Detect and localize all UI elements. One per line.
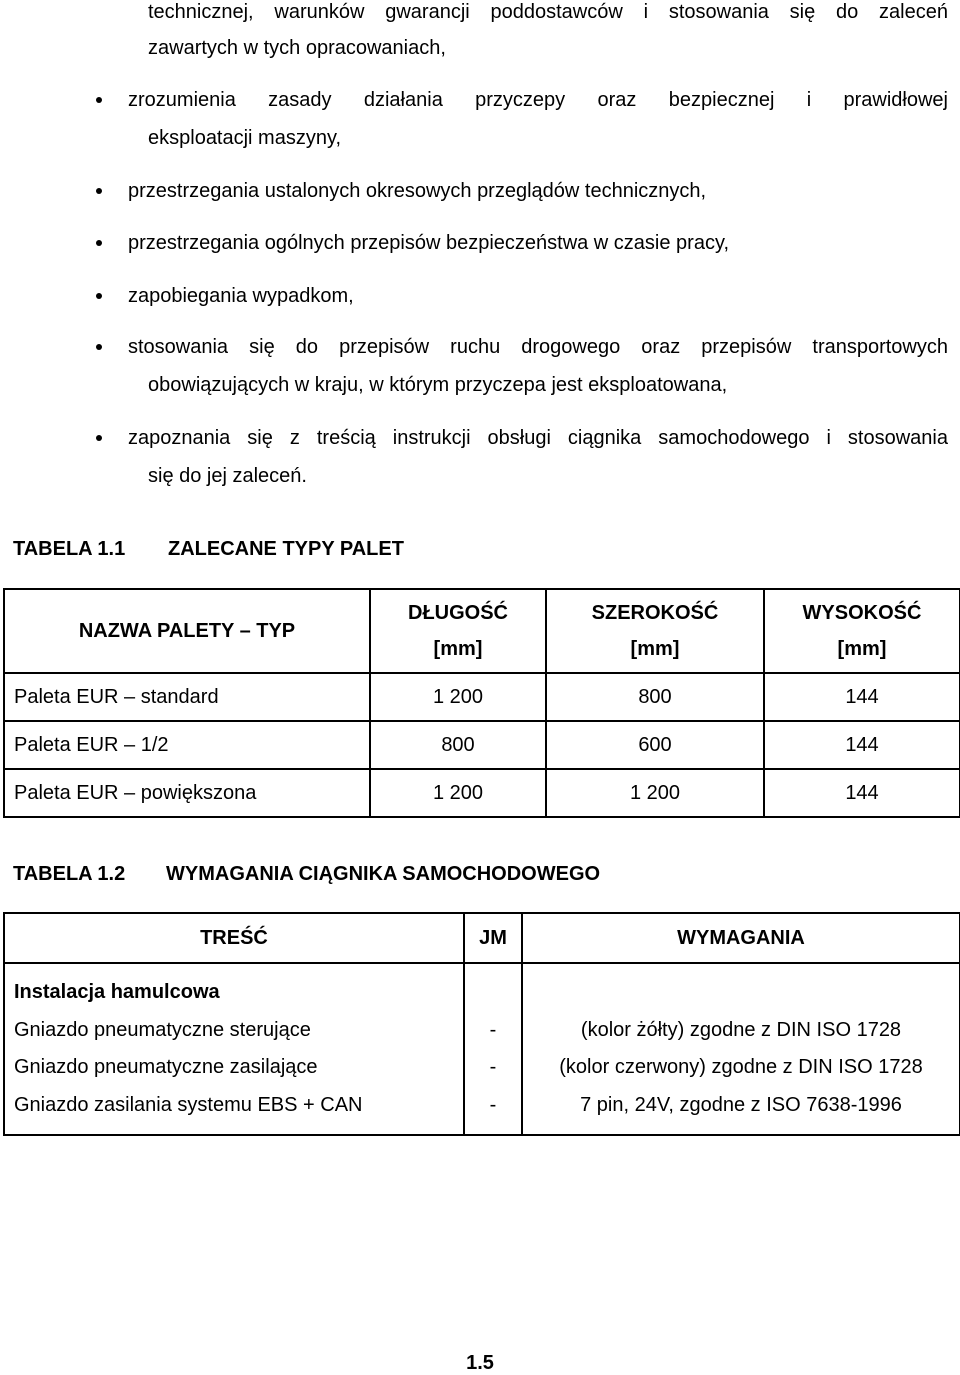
cell-requirements: (kolor żółty) zgodne z DIN ISO 1728	[580, 1018, 902, 1041]
cell-content: Gniazdo pneumatyczne sterujące	[14, 1018, 311, 1041]
bullet-icon	[96, 293, 102, 299]
column-header-length: DŁUGOŚĆ [mm]	[370, 589, 546, 673]
intro-line-1: technicznej, warunków gwarancji poddostawców i stosowania się do zaleceń	[148, 1, 948, 23]
pallet-types-table	[3, 588, 960, 818]
section-label: Instalacja hamulcowa	[14, 981, 220, 1003]
unit-column	[464, 963, 522, 1135]
table-2-heading	[13, 862, 601, 886]
table-1-title: ZALECANE TYPY PALET	[168, 538, 404, 560]
bullet-icon	[96, 188, 102, 194]
cell-unit: -	[489, 1018, 497, 1041]
intro-line-2: zawartych w tych opracowaniach,	[148, 37, 446, 59]
cell-height: 144	[764, 769, 960, 817]
list-item-line-2: eksploatacji maszyny,	[148, 127, 342, 149]
table-header-row	[4, 589, 960, 673]
cell-content: Gniazdo zasilania systemu EBS + CAN	[14, 1093, 363, 1116]
table-row	[4, 769, 960, 817]
table-2-title: WYMAGANIA CIĄGNIKA SAMOCHODOWEGO	[166, 863, 601, 885]
cell-unit: -	[489, 1056, 497, 1078]
list-item-line-1: zapobiegania wypadkom,	[128, 285, 354, 307]
bullet-icon	[96, 435, 102, 441]
list-item-line-2: obowiązujących w kraju, w którym przyczepa jest eksploatowana,	[148, 374, 728, 396]
cell-height: 144	[764, 673, 960, 721]
cell-length: 1 200	[370, 673, 546, 721]
tractor-requirements-table	[3, 912, 960, 1136]
cell-name: Paleta EUR – standard	[4, 673, 370, 721]
list-item-line-2: się do jej zaleceń.	[148, 465, 307, 487]
list-item-line-1: zrozumienia zasady działania przyczepy oraz bezpiecznej i prawidłowej	[128, 89, 948, 111]
cell-length: 800	[370, 721, 546, 769]
table-2-number: TABELA 1.2	[13, 863, 126, 885]
bullet-icon	[96, 344, 102, 350]
cell-content: Gniazdo pneumatyczne zasilające	[14, 1056, 318, 1078]
content-column	[4, 963, 464, 1135]
column-header-height: WYSOKOŚĆ [mm]	[764, 589, 960, 673]
table-1-heading	[13, 537, 404, 561]
column-header-width: SZEROKOŚĆ [mm]	[546, 589, 764, 673]
cell-requirements: 7 pin, 24V, zgodne z ISO 7638-1996	[580, 1093, 902, 1116]
list-item-line-1: stosowania się do przepisów ruchu drogowego oraz przepisów transportowych	[128, 336, 948, 358]
list-item-line-1: przestrzegania ustalonych okresowych przeglądów technicznych,	[128, 180, 707, 202]
requirements-column	[522, 963, 960, 1135]
column-header-unit: JM	[464, 913, 522, 963]
cell-unit: -	[489, 1093, 497, 1116]
cell-height: 144	[764, 721, 960, 769]
cell-requirements: (kolor czerwony) zgodne z DIN ISO 1728	[559, 1056, 923, 1078]
list-item-line-1: zapoznania się z treścią instrukcji obsługi ciągnika samochodowego i stosowania	[128, 427, 948, 449]
column-header-requirements: WYMAGANIA	[522, 913, 960, 963]
table-1-number: TABELA 1.1	[13, 538, 126, 560]
cell-width: 600	[546, 721, 764, 769]
cell-name: Paleta EUR – 1/2	[4, 721, 370, 769]
bullet-icon	[96, 97, 102, 103]
cell-length: 1 200	[370, 769, 546, 817]
list-item-line-1: przestrzegania ogólnych przepisów bezpieczeństwa w czasie pracy,	[128, 232, 730, 254]
table-row	[4, 721, 960, 769]
bullet-icon	[96, 240, 102, 246]
column-header-content: TREŚĆ	[4, 913, 464, 963]
page-number: 1.5	[466, 1352, 494, 1374]
cell-name: Paleta EUR – powiększona	[4, 769, 370, 817]
cell-width: 800	[546, 673, 764, 721]
table-row	[4, 673, 960, 721]
column-header-name: NAZWA PALETY – TYP	[4, 589, 370, 673]
table-body-row	[4, 963, 960, 1135]
table-header-row	[4, 913, 960, 963]
cell-width: 1 200	[546, 769, 764, 817]
